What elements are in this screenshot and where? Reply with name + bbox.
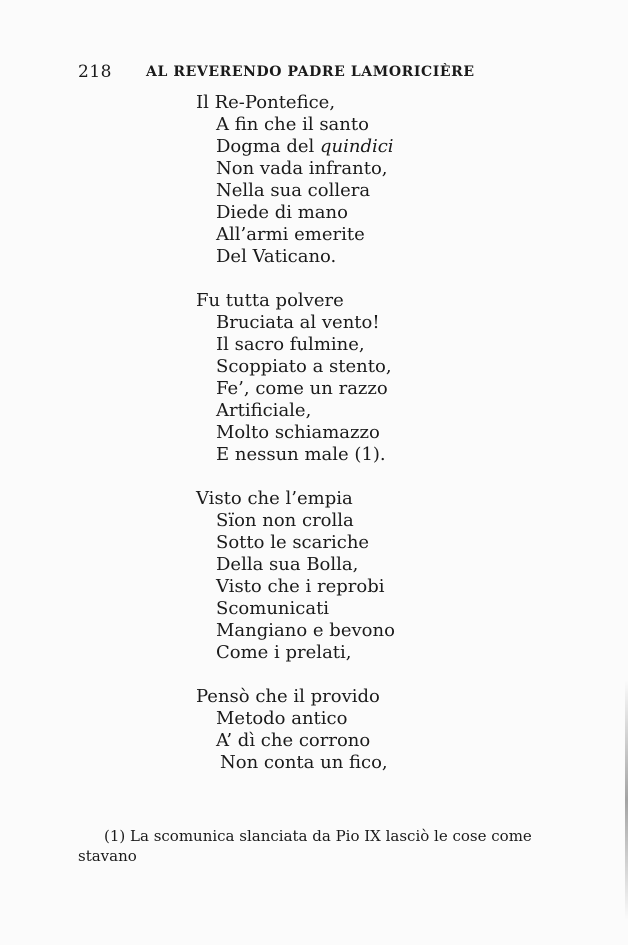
verse-line: Bruciata al vento! [216, 312, 380, 333]
verse-text: Dogma del [216, 136, 315, 157]
verse-line: A’ dì che corrono [216, 730, 371, 751]
verse-line: Il Re-Pontefice, [196, 92, 336, 113]
verse-line: Metodo antico [216, 708, 348, 729]
verse-line: Nella sua collera [216, 180, 371, 201]
verse-line: Mangiano e bevono [216, 620, 395, 641]
verse-line: Del Vaticano. [216, 246, 337, 267]
verse-line: A fin che il santo [216, 114, 369, 135]
verse-line: Come i prelati, [216, 642, 352, 663]
stanza-4 [196, 686, 556, 774]
verse-line: Visto che l’empia [196, 488, 353, 509]
footnote [78, 826, 548, 866]
verse-line: Artificiale, [216, 400, 312, 421]
verse-line: Sotto le scariche [216, 532, 370, 553]
verse-line: Non vada infranto, [216, 158, 388, 179]
verse-line: Fu tutta polvere [196, 290, 344, 311]
verse-italic-word: quindici [319, 136, 394, 157]
poem [196, 92, 556, 796]
verse-line: Non conta un fico, [220, 752, 388, 773]
stanza-2 [196, 290, 556, 466]
running-title: AL REVERENDO PADRE LAMORICIÈRE [146, 64, 475, 80]
verse-line: E nessun male (1). [216, 444, 386, 465]
verse-line: Della sua Bolla, [216, 554, 359, 575]
verse-line: Diede di mano [216, 202, 348, 223]
footnote-line: stavano [78, 847, 137, 865]
verse-line: All’armi emerite [216, 224, 365, 245]
verse-line: Sïon non crolla [216, 510, 354, 531]
verse-line: Molto schiamazzo [216, 422, 380, 443]
verse-line [196, 136, 556, 158]
verse-line: Scoppiato a stento, [216, 356, 392, 377]
footnote-line: (1) La scomunica slanciata da Pio IX lasciò le cose come [104, 827, 532, 845]
verse-line: Il sacro fulmine, [216, 334, 365, 355]
stanza-1 [196, 92, 556, 268]
page-number: 218 [78, 62, 112, 82]
stanza-3 [196, 488, 556, 664]
verse-line: Scomunicati [216, 598, 330, 619]
verse-line: Pensò che il provido [196, 686, 380, 707]
verse-line: Visto che i reprobi [216, 576, 385, 597]
verse-line: Fe’, come un razzo [216, 378, 388, 399]
